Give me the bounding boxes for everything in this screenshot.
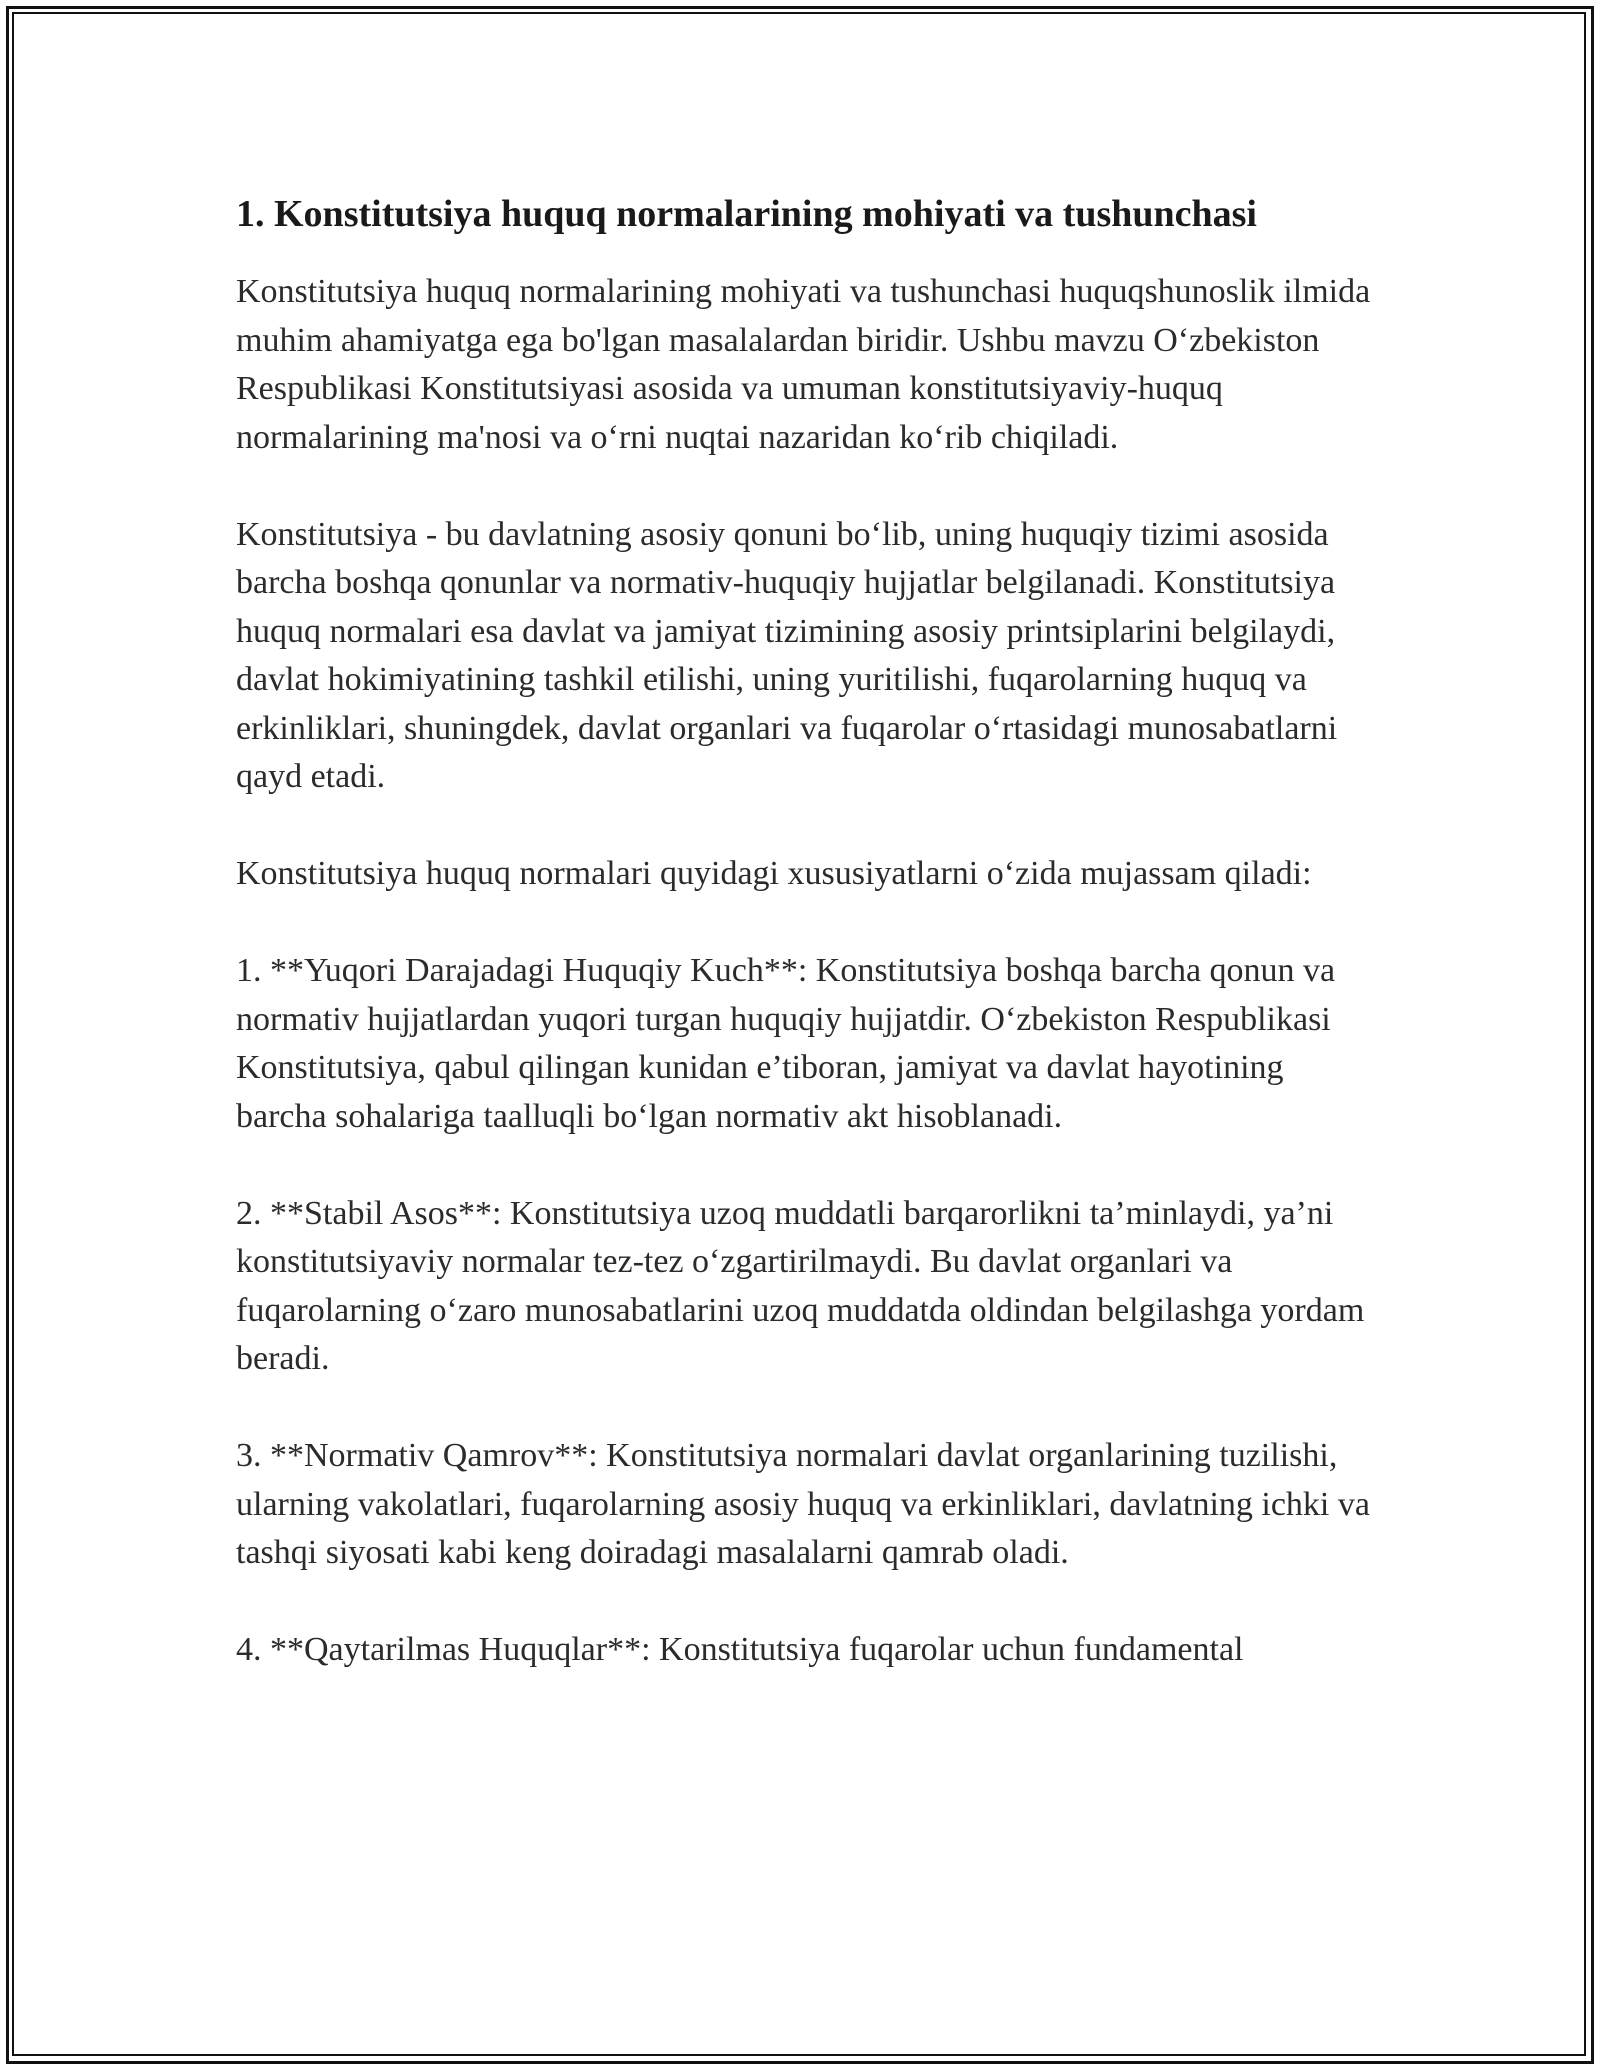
section-heading: 1. Konstitutsiya huquq normalarining mohiyati va tushunchasi [236,193,1257,235]
paragraph-features-lead: Konstitutsiya huquq normalari quyidagi xususiyatlarni o‘zida mujassam qiladi: [236,855,1312,892]
list-item-2: 2. **Stabil Asos**: Konstitutsiya uzoq muddatli barqarorlikni ta’minlaydi, ya’ni konstitutsiyaviy normalar tez-tez o‘zgartirilmaydi. Bu davlat organlari va fuqarolarning o‘zaro munosabatlarini uzoq muddatda oldindan belgilashga yordam beradi. [236,1194,1365,1377]
list-item-3: 3. **Normativ Qamrov**: Konstitutsiya normalari davlat organlarining tuzilishi, ularning vakolatlari, fuqarolarning asosiy huquq va erkinliklari, davlatning ichki va tashqi siyosati kabi keng doiradagi masalalarni qamrab oladi. [236,1437,1370,1571]
list-item-4: 4. **Qaytarilmas Huquqlar**: Konstitutsiya fuqarolar uchun fundamental [236,1631,1244,1668]
list-item-1: 1. **Yuqori Darajadagi Huquqiy Kuch**: Konstitutsiya boshqa barcha qonun va normativ hujjatlardan yuqori turgan huquqiy hujjatdir. O‘zbekiston Respublikasi Konstitutsiya, qabul qilingan kunidan e’tiboran, jamiyat va davlat hayotining barcha sohalariga taalluqli bo‘lgan normativ akt hisoblanadi. [236,952,1336,1135]
paragraph-intro: Konstitutsiya huquq normalarining mohiyati va tushunchasi huquqshunoslik ilmida muhim ahamiyatga ega bo'lgan masalalardan biridir. Ushbu mavzu O‘zbekiston Respublikasi Konstitutsiyasi asosida va umuman konstitutsiyaviy-huquq normalarining ma'nosi va o‘rni nuqtai nazaridan ko‘rib chiqiladi. [236,273,1371,456]
document-body [236,182,1376,1675]
paragraph-definition: Konstitutsiya - bu davlatning asosiy qonuni bo‘lib, uning huquqiy tizimi asosida barcha boshqa qonunlar va normativ-huquqiy hujjatlar belgilanadi. Konstitutsiya huquq normalari esa davlat va jamiyat tizimining asosiy printsiplarini belgilaydi, davlat hokimiyatining tashkil etilishi, uning yuritilishi, fuqarolarning huquq va erkinliklari, shuningdek, davlat organlari va fuqarolar o‘rtasidagi munosabatlarni qayd etadi. [236,515,1338,795]
